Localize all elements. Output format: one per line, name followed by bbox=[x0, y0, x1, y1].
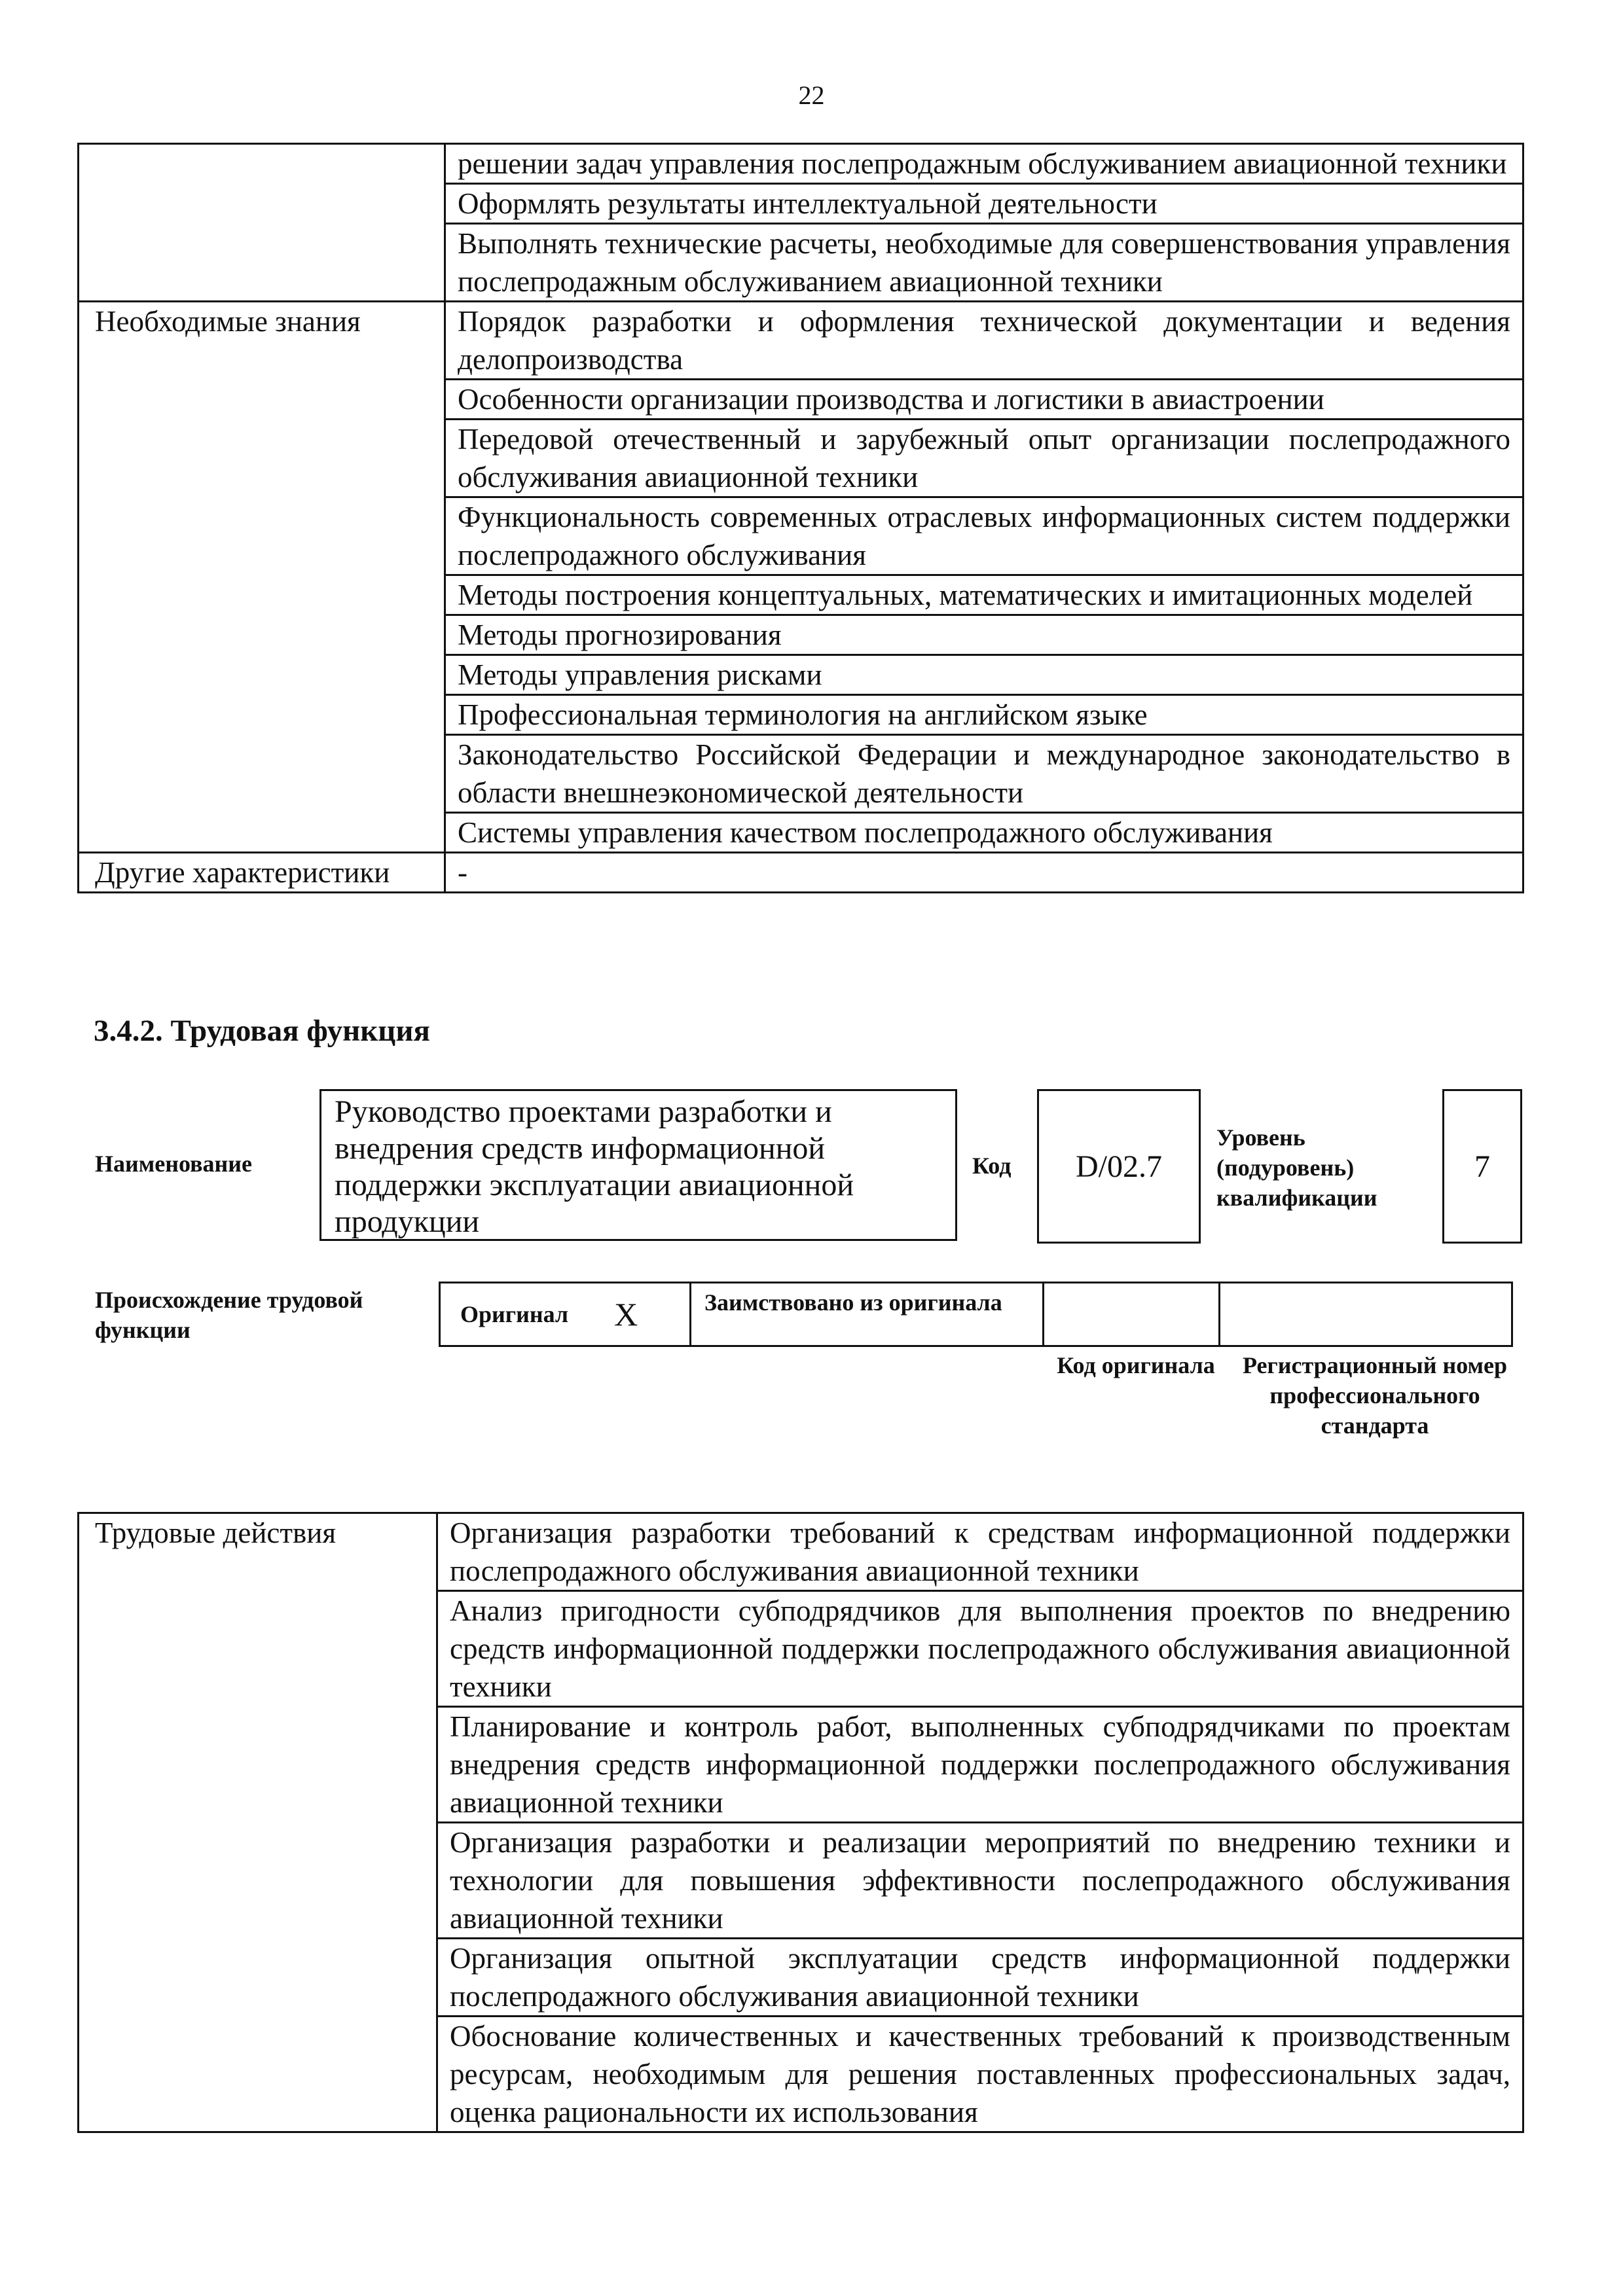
section-heading: 3.4.2. Трудовая функция bbox=[94, 1014, 430, 1048]
level-box: 7 bbox=[1442, 1089, 1522, 1244]
code-original-cell bbox=[1042, 1282, 1220, 1347]
original-cell bbox=[439, 1282, 691, 1347]
knowledge-label: Необходимые знания bbox=[79, 302, 445, 853]
empty-label-cell bbox=[79, 144, 445, 302]
table-row bbox=[79, 302, 1523, 380]
origin-row bbox=[441, 1282, 1513, 1347]
table-cell: Профессиональная терминология на английском языке bbox=[445, 695, 1523, 735]
table-cell: Функциональность современных отраслевых информационных систем поддержки послепродажного обслуживания bbox=[445, 497, 1523, 575]
table-cell: Законодательство Российской Федерации и международное законодательство в области внешнеэкономической деятельности bbox=[445, 735, 1523, 813]
actions-label: Трудовые действия bbox=[79, 1513, 437, 2132]
table-cell: Организация разработки требований к средствам информационной поддержки послепродажного обслуживания авиационной техники bbox=[437, 1513, 1523, 1591]
table-row bbox=[79, 1513, 1523, 1591]
table-cell: Особенности организации производства и логистики в авиастроении bbox=[445, 380, 1523, 420]
table-cell: Оформлять результаты интеллектуальной деятельности bbox=[445, 184, 1523, 224]
table-row bbox=[79, 853, 1523, 893]
actions-table bbox=[77, 1512, 1524, 2133]
table-cell: решении задач управления послепродажным обслуживанием авиационной техники bbox=[445, 144, 1523, 184]
code-original-caption: Код оригинала bbox=[1057, 1352, 1215, 1378]
code-label: Код bbox=[972, 1153, 1012, 1179]
original-label: Оригинал bbox=[460, 1301, 569, 1327]
function-name-box: Руководство проектами разработки и внедрения средств информационной поддержки эксплуатации авиационной продукции bbox=[319, 1089, 957, 1241]
knowledge-table bbox=[77, 143, 1524, 893]
table-cell: Организация разработки и реализации мероприятий по внедрению техники и технологии для повышения эффективности послепродажного обслуживания авиационной техники bbox=[437, 1823, 1523, 1939]
table-cell: Системы управления качеством послепродажного обслуживания bbox=[445, 813, 1523, 853]
table-cell: Порядок разработки и оформления технической документации и ведения делопроизводства bbox=[445, 302, 1523, 380]
table-cell: Методы управления рисками bbox=[445, 655, 1523, 695]
registration-number-cell bbox=[1218, 1282, 1513, 1347]
code-box: D/02.7 bbox=[1037, 1089, 1201, 1244]
other-label: Другие характеристики bbox=[79, 853, 445, 893]
page-number: 22 bbox=[798, 81, 825, 110]
level-label: Уровень (подуровень) квалификации bbox=[1216, 1124, 1377, 1211]
registration-caption: Регистрационный номер профессионального стандарта bbox=[1242, 1352, 1508, 1439]
table-cell: Организация опытной эксплуатации средств информационной поддержки послепродажного обслуживания авиационной техники bbox=[437, 1939, 1523, 2017]
table-cell: Обоснование количественных и качественных требований к производственным ресурсам, необходимым для решения поставленных профессиональных задач, оценка рациональности их использования bbox=[437, 2017, 1523, 2132]
table-cell: Передовой отечественный и зарубежный опыт организации послепродажного обслуживания авиационной техники bbox=[445, 420, 1523, 497]
table-cell: Методы построения концептуальных, математических и имитационных моделей bbox=[445, 575, 1523, 615]
table-cell: Планирование и контроль работ, выполненных субподрядчиками по проектам внедрения средств информационной поддержки послепродажного обслуживания авиационной техники bbox=[437, 1707, 1523, 1823]
origin-label: Происхождение трудовой функции bbox=[95, 1287, 363, 1343]
original-mark: X bbox=[614, 1296, 638, 1333]
table-cell: Анализ пригодности субподрядчиков для выполнения проектов по внедрению средств информационной поддержки послепродажного обслуживания авиационной техники bbox=[437, 1591, 1523, 1707]
name-label: Наименование bbox=[95, 1151, 252, 1177]
borrowed-cell: Заимствовано из оригинала bbox=[689, 1282, 1044, 1347]
table-cell: Выполнять технические расчеты, необходимые для совершенствования управления послепродажным обслуживанием авиационной техники bbox=[445, 224, 1523, 302]
other-value: - bbox=[445, 853, 1523, 893]
table-row bbox=[79, 144, 1523, 184]
table-cell: Методы прогнозирования bbox=[445, 615, 1523, 655]
